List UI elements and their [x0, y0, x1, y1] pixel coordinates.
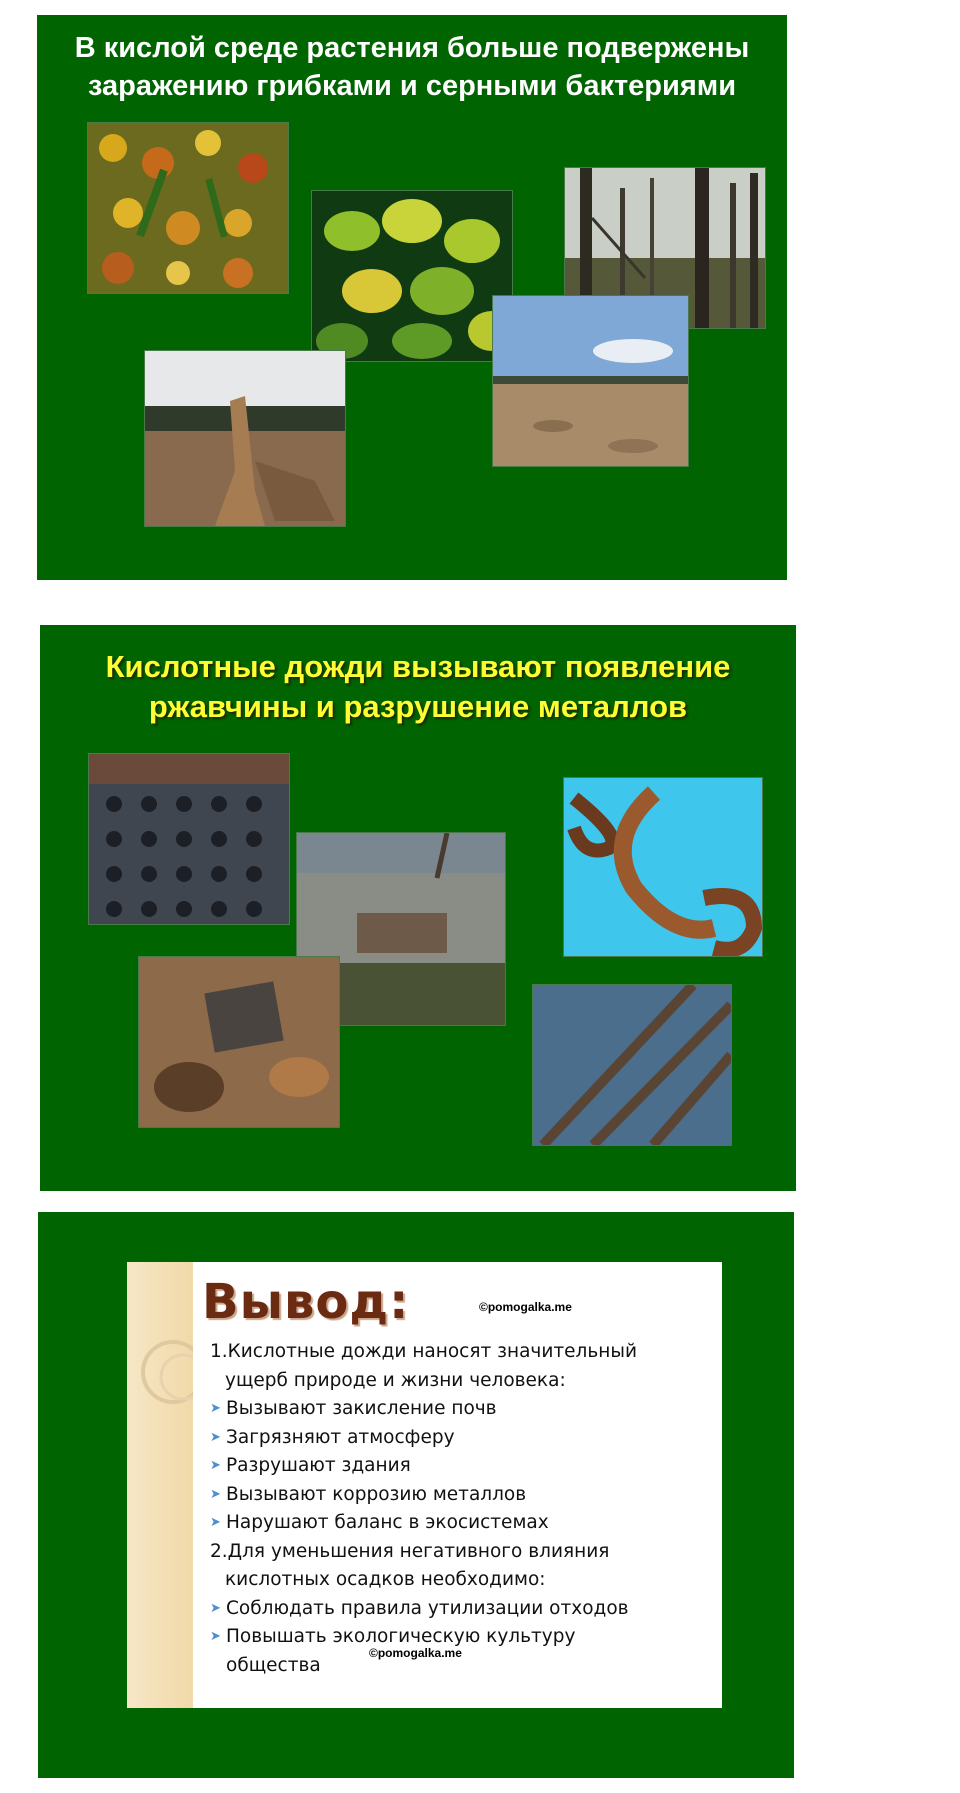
- point-1-line-2: ущерб природе и жизни человека:: [225, 1369, 566, 1391]
- list-item: ➤ Соблюдать правила утилизации отходов: [210, 1595, 710, 1624]
- list-item: ➤ Вызывают коррозию металлов: [210, 1481, 710, 1510]
- arrow-bullet-icon: ➤: [210, 1486, 221, 1502]
- arrow-bullet-icon: ➤: [210, 1401, 221, 1416]
- photo-barren-land: [492, 295, 689, 467]
- list-item: ➤ Разрушают здания: [210, 1452, 710, 1481]
- list-item: ➤ Нарушают баланс в экосистемах: [210, 1509, 710, 1538]
- arrow-bullet-icon: ➤: [210, 1458, 221, 1473]
- list-item: ➤ Загрязняют атмосферу: [210, 1424, 710, 1453]
- arrow-bullet-icon: ➤: [210, 1600, 221, 1616]
- watermark: ©pomogalka.me: [479, 1300, 572, 1314]
- photo-rusted-pipes: [532, 984, 732, 1146]
- list-item: ➤ Вызывают закисление почв: [210, 1395, 710, 1424]
- conclusion-heading: Вывод:: [202, 1274, 410, 1330]
- arrow-bullet-icon: ➤: [210, 1515, 221, 1530]
- point-1-line-1: 1.Кислотные дожди наносят значительный: [210, 1341, 637, 1362]
- slide-acid-soil: [37, 15, 787, 580]
- photo-autumn-leaves: [87, 122, 289, 294]
- photo-dead-stumps: [144, 350, 346, 527]
- rings-icon: [133, 1322, 193, 1422]
- conclusion-text: [210, 1338, 710, 1680]
- photo-rusted-metal: [138, 956, 340, 1128]
- slide-title: В кислой среде растения больше подвержены заражению грибками и серными бактериями: [74, 32, 750, 102]
- point-2-line-1: 2.Для уменьшения негативного влияния: [210, 1540, 610, 1562]
- list-item-continuation: общества: [226, 1654, 321, 1676]
- watermark: ©pomogalka.me: [369, 1646, 462, 1660]
- slide-conclusion: [38, 1212, 794, 1778]
- conclusion-card: [127, 1262, 722, 1708]
- slide-title: Кислотные дожди вызывают появление ржавчины и разрушение металлов: [105, 649, 731, 725]
- decorative-strip: [127, 1262, 193, 1708]
- slide-corrosion: [40, 625, 796, 1191]
- photo-yellowing-leaves: [311, 190, 513, 362]
- list-item: ➤ Повышать экологическую культуру: [210, 1623, 710, 1652]
- point-2-line-2: кислотных осадков необходимо:: [225, 1569, 546, 1590]
- arrow-bullet-icon: ➤: [210, 1429, 221, 1445]
- photo-rusted-chain: [563, 777, 763, 957]
- photo-rusted-bolts: [88, 753, 290, 925]
- arrow-bullet-icon: ➤: [210, 1629, 221, 1644]
